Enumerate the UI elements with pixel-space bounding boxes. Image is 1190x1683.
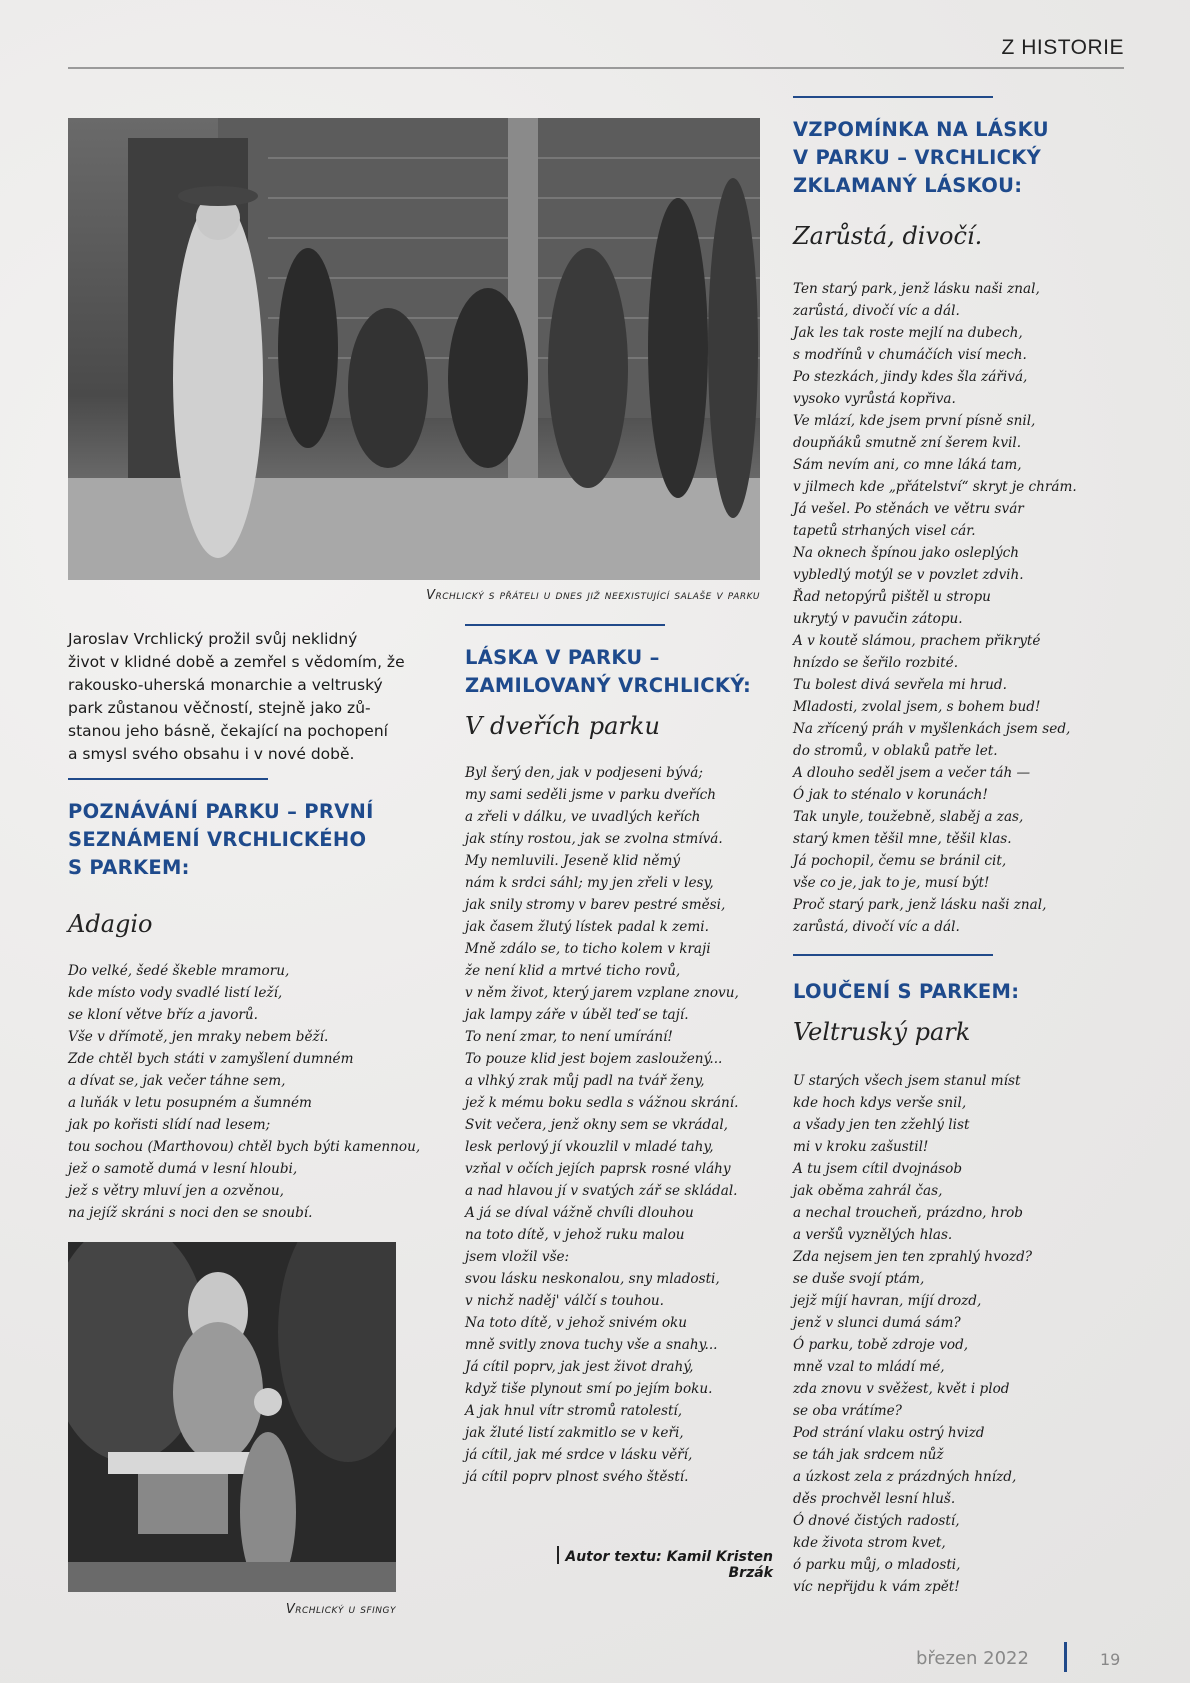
photo-salas xyxy=(68,118,760,580)
section4-poem: U starých všech jsem stanul míst kde hoch kdys verše snil, a všady jen ten zžehlý list mi v kroku zašustil! A tu jsem cítil dvojnásob jak oběma zahrál čas, a nechal troucheň, prázdno, hrob a veršů vyznělých hlas. Zda nejsem jen ten zprahlý hvozd? se duše svojí ptám, jejž míjí havran, míjí drozd, jenž v slunci dumá sám? Ó parku, tobě zdroje vod, mně vzal to mládí mé, zda znovu v svěžest, květ i plod se oba vrátíme? Pod strání vlaku ostrý hvizd se táh jak srdcem nůž a úzkost zela z prázdných hnízd, děs prochvěl lesní hluš. Ó dnové čistých radostí, kde života strom kvet, ó parku můj, o mladosti, víc nepřijdu k vám zpět! xyxy=(793,1073,1033,1595)
footer-date: březen 2022 xyxy=(916,1648,1029,1669)
section-label: Z HISTORIE xyxy=(1001,36,1124,59)
section1-rule xyxy=(68,778,268,780)
photo-salas-caption: Vrchlický s přáteli u dnes již neexistující salaše v parku xyxy=(426,588,760,603)
footer-divider xyxy=(1064,1642,1067,1672)
intro-paragraph: Jaroslav Vrchlický prožil svůj neklidný život v klidné době a zemřel s vědomím, že rakousko-uherská monarchie a veltruský park zůstanou věčností, stejně jako zů- stanou jeho básně, čekající na pochopení a smysl svého obsahu i v nové době. xyxy=(68,630,405,763)
section2-poem-title: V dveřích parku xyxy=(465,712,660,740)
section4-poem-title: Veltruský park xyxy=(793,1018,971,1046)
section3-poem: Ten starý park, jenž lásku naši znal, zarůstá, divočí víc a dál. Jak les tak roste mejlí na dubech, s modřínů v chumáčích visí mech. Po stezkách, jindy kdes šla zářivá, vysoko vyrůstá kopřiva. Ve mlází, kde jsem první písně snil, doupňáků smutně zní šerem kvil. Sám nevím ani, co mne láká tam, v jilmech kde „přátelství“ skryt je chrám. Já vešel. Po stěnách ve větru svár tapetů strhaných visel cár. Na oknech špínou jako oslepl​ých vybledlý motýl se v povzlet zdvih. Řad netopýrů pištěl u stropu ukrytý v pavučin zátopu. A v koutě slámou, prachem přikryté hnízdo se šeřilo rozbité. Tu bolest divá sevřela mi hrud. Mladosti, zvolal jsem, s bohem bud! Na zřícený práh v myšlenkách jsem sed, do stromů, v oblaků patře let. A dlouho seděl jsem a večer táh — Ó jak to sténalo v korunách! Tak unyle, toužebně, slaběj a zas, starý kmen těšil mne, těšil klas. Já pochopil, čemu se bránil cit, vše co je, jak to je, musí být! Proč starý park, jenž lásku naši znal, zarůstá, divočí víc a dál. xyxy=(793,281,1077,935)
section4-heading: LOUČENÍ S PARKEM: xyxy=(793,980,1020,1003)
author-bar xyxy=(557,1546,559,1564)
photo-sfinga xyxy=(68,1242,396,1592)
photo-sfinga-caption: Vrchlický u sfingy xyxy=(285,1602,396,1617)
photo-sfinga-image xyxy=(68,1242,396,1592)
section3-poem-title: Zarůstá, divočí. xyxy=(793,222,983,250)
section3-heading: VZPOMÍNKA NA LÁSKU V PARKU – VRCHLICKÝ ZKLAMANÝ LÁSKOU: xyxy=(793,118,1049,197)
header-rule xyxy=(68,67,1124,69)
section1-heading: POZNÁVÁNÍ PARKU – PRVNÍ SEZNÁMENÍ VRCHLICKÉHO S PARKEM: xyxy=(68,800,374,879)
author-text: Autor textu: Kamil Kristen Brzák xyxy=(565,1549,773,1581)
section4-rule xyxy=(793,954,993,956)
section1-poem-title: Adagio xyxy=(68,910,153,938)
photo-salas-image xyxy=(68,118,760,580)
section1-poem: Do velké, šedé škeble mramoru, kde místo vody svadlé listí leží, se kloní větve bříz a javorů. Vše v dřímotě, jen mraky nebem běží. Zde chtěl bych státi v zamyšlení dumném a dívat se, jak večer táhne sem, a luňák v letu posupném a šumném jak po kořisti slídí nad lesem; tou sochou (Marthovou) chtěl bych býti kamennou, jež o samotě dumá v lesní hloubi, jež s větry mluví jen a ozvěnou, na jejíž skráni s noci den se snoubí. xyxy=(68,963,421,1221)
section2-poem: Byl šerý den, jak v podjeseni bývá; my sami seděli jsme v parku dveřích a zřeli v dálku, ve uvadlých keřích jak stíny rostou, jak se zvolna stmívá. My nemluvili. Jeseně klid němý nám k srdci sáhl; my jen zřeli v lesy, jak snily stromy v barev pestré směsi, jak časem žlutý lístek padal k zemi. Mně zdálo se, to ticho kolem v kraji že není klid a mrtvé ticho rovů, v něm život, který jarem vzplane znovu, jak lampy záře v úběl teď se tají. To není zmar, to není umírání! To pouze klid jest bojem zasloužený... a vlhký zrak můj padl na tvář ženy, jež k mému boku sedla s vážnou skrání. Svit večera, jenž okny sem se vkrádal, lesk perlový jí vkouzlil v mladé tahy, vzňal v očích jejích paprsk rosné vláhy a nad hlavou jí v svatých zář se skládal. A já se díval vážně chvíli dlouhou na toto dítě, v jehož ruku malou jsem vložil vše: svou lásku neskonalou, sny mladosti, v nichž naděj' válčí s touhou. Na toto dítě, v jehož snivém oku mně svitly znova tuchy vše a snahy... Já cítil poprv, jak jest život drahý, když tiše plynout smí po jejím boku. A jak hnul vítr stromů ratolestí, jak žluté listí zakmitlo se v keři, já cítil, jak mé srdce v lásku věří, já cítil poprv plnost svého štěstí. xyxy=(465,765,739,1485)
section3-rule xyxy=(793,96,993,98)
page-number: 19 xyxy=(1100,1650,1121,1669)
section2-heading: LÁSKA V PARKU – ZAMILOVANÝ VRCHLICKÝ: xyxy=(465,646,752,697)
author-credit xyxy=(513,1546,773,1581)
section2-rule xyxy=(465,624,665,626)
